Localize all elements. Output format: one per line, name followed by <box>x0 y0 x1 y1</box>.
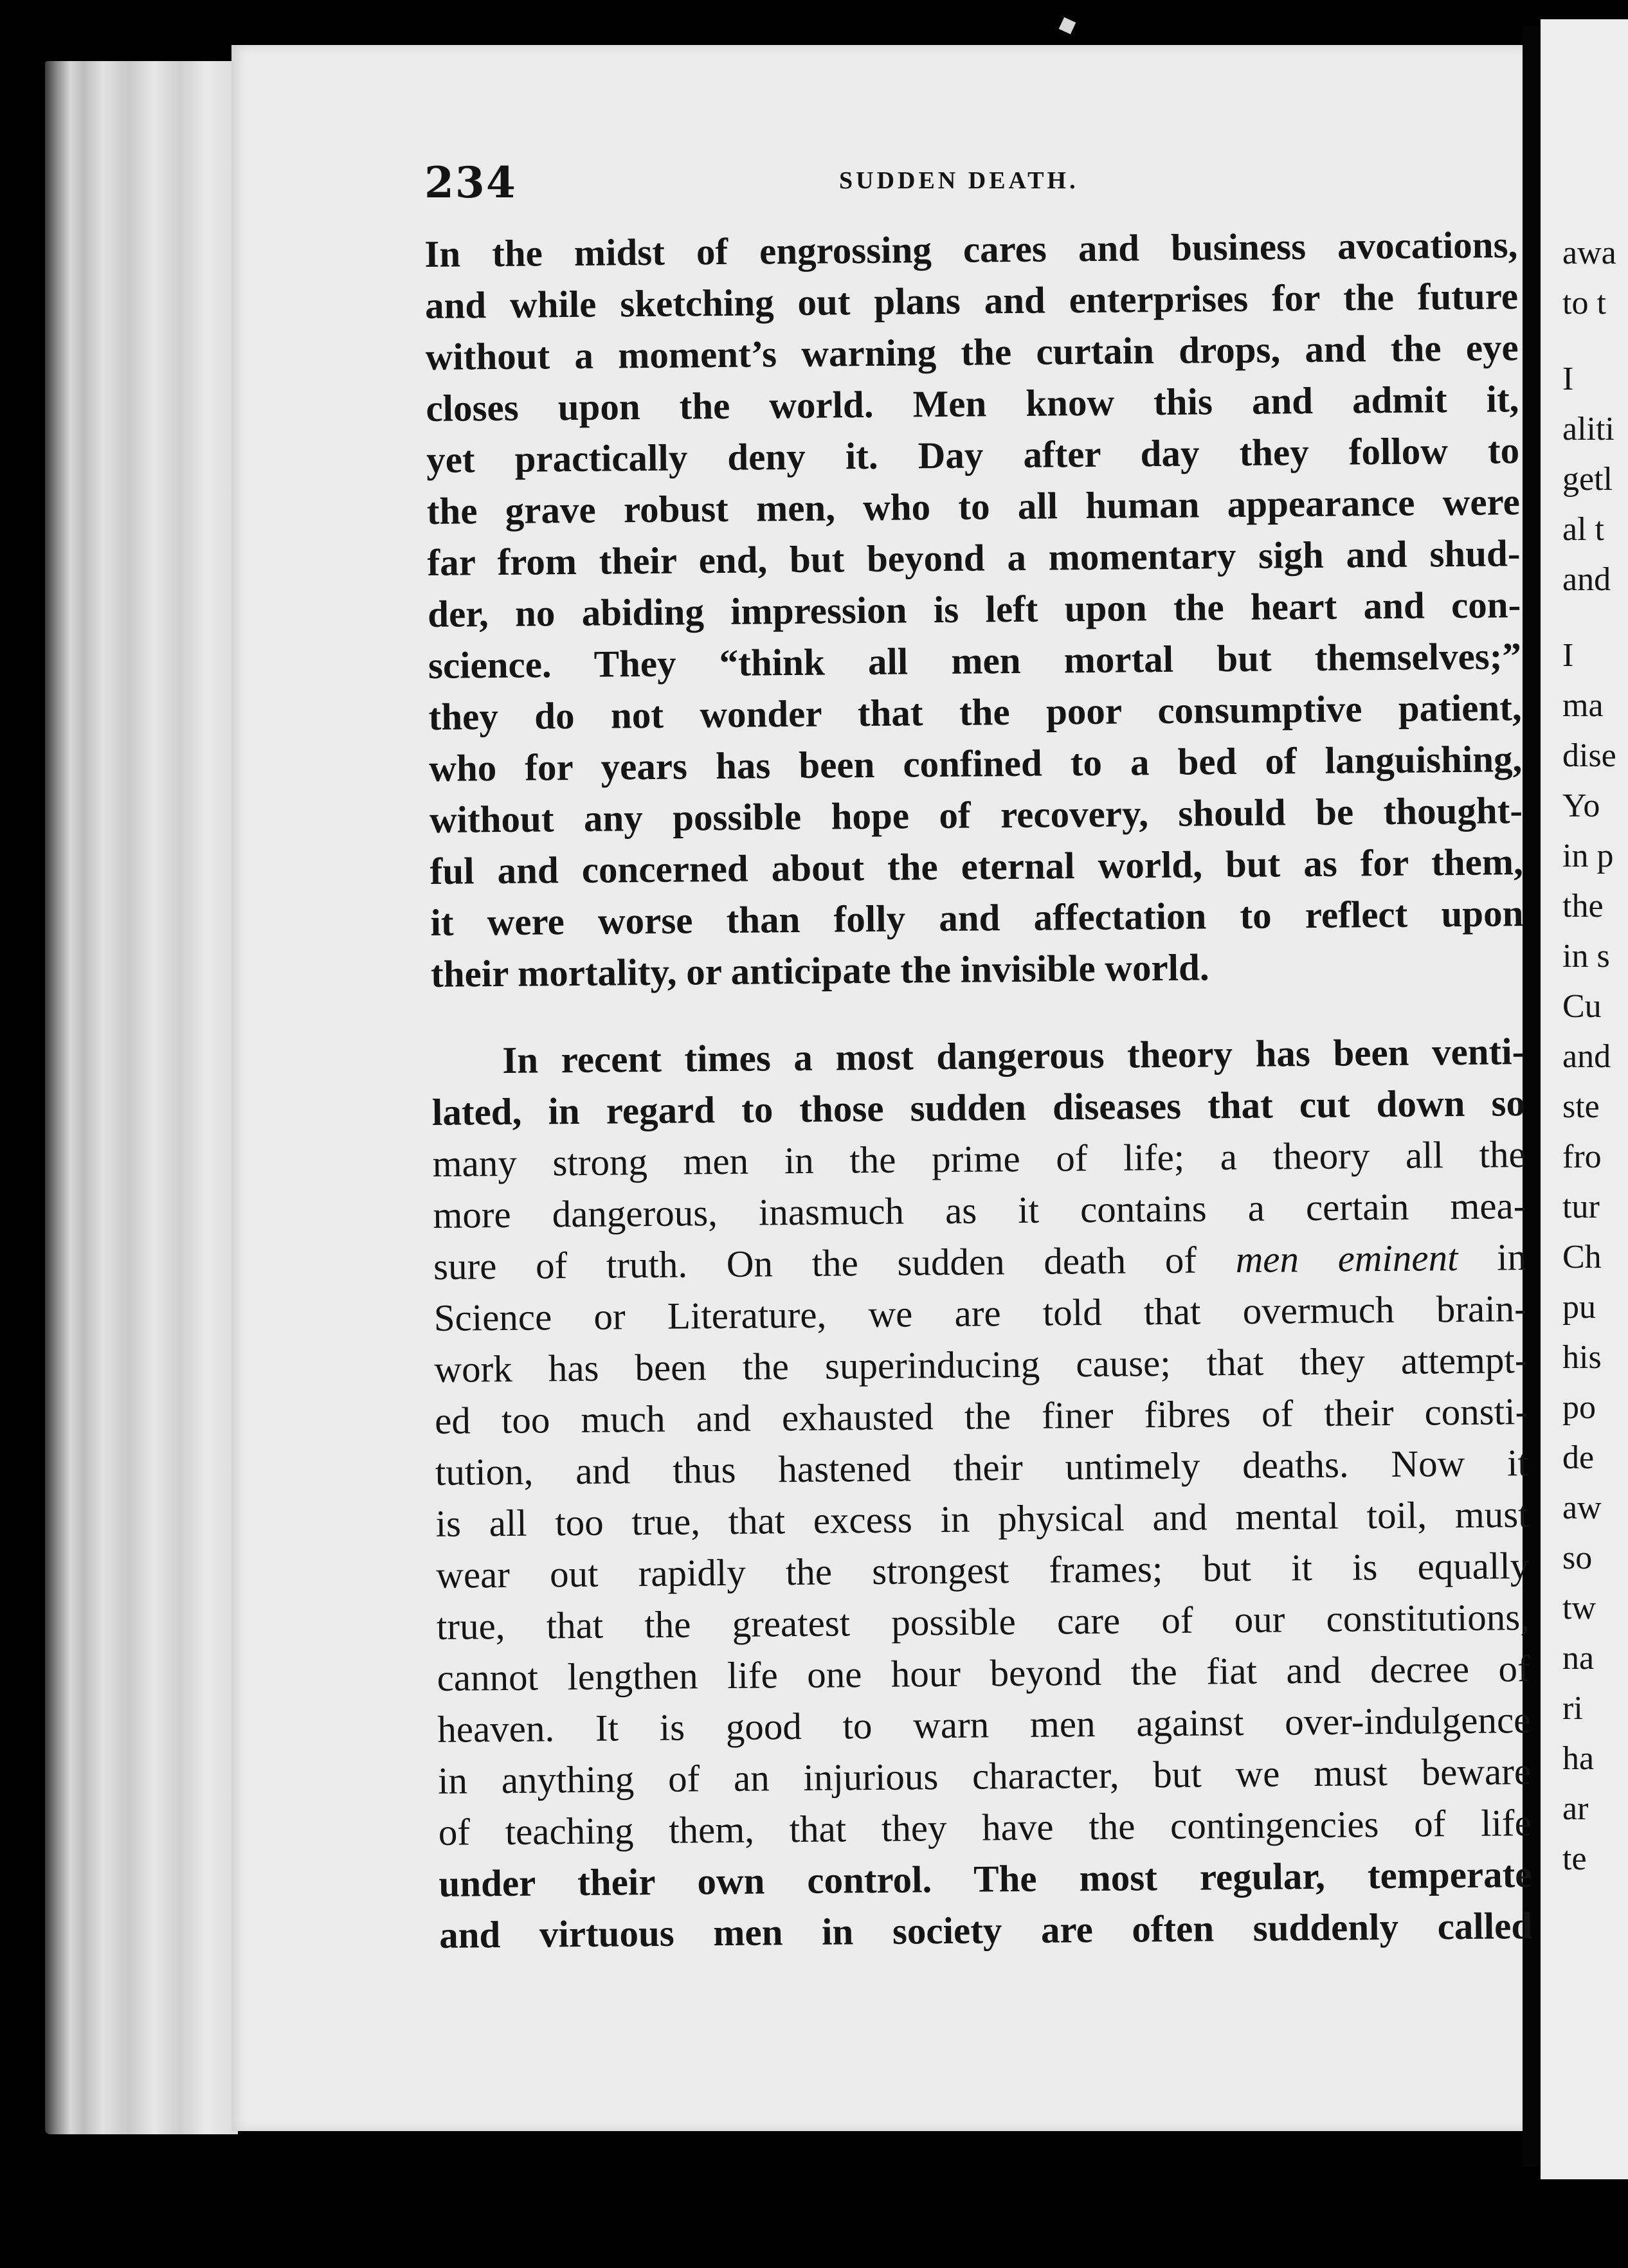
page-edge-stack <box>45 61 238 2134</box>
scan-artifact-mark <box>1059 17 1076 35</box>
text-line: their mortality, or anticipate the invisible world. <box>430 946 1209 995</box>
fragment: fro <box>1562 1138 1602 1175</box>
fragment: ri <box>1562 1690 1583 1727</box>
fragment-gap <box>1562 605 1628 631</box>
text-line: it were worse than folly and affectation to reflect upon <box>430 892 1524 944</box>
fragment: and <box>1562 1038 1611 1075</box>
text-line: is all too true, that excess in physical and mental toil, must <box>435 1493 1529 1545</box>
text-line: in anything of an injurious character, but we must beware <box>437 1750 1532 1802</box>
fragment: to t <box>1562 285 1606 321</box>
fragment: na <box>1562 1640 1595 1677</box>
page-header <box>424 158 1337 209</box>
fragment: Ch <box>1562 1239 1602 1275</box>
page-number: 234 <box>424 158 517 208</box>
fragment: aliti <box>1562 411 1614 447</box>
text-line: many strong men in the prime of life; a theory all the <box>432 1133 1526 1185</box>
text-line: without a moment’s warning the curtain drops, and the eye <box>425 326 1519 378</box>
fragment: dise <box>1562 737 1616 774</box>
text-line: wear out rapidly the strongest frames; but it is equally <box>435 1544 1530 1596</box>
text-line: without any possible hope of recovery, should be thought- <box>429 789 1523 841</box>
text-line: and while sketching out plans and enterprises for the future <box>424 274 1519 327</box>
fragment: the <box>1562 888 1604 924</box>
text-line: der, no abiding impression is left upon the heart and con- <box>427 583 1521 635</box>
paragraph-1 <box>424 219 1524 1000</box>
fragment: Yo <box>1562 788 1600 824</box>
text-fragment: in <box>1496 1236 1527 1279</box>
text-line: science. They “think all men mortal but themselves;” <box>428 634 1522 687</box>
fragment: I <box>1562 361 1574 397</box>
fragment: pu <box>1562 1289 1596 1326</box>
fragment: ha <box>1562 1740 1595 1777</box>
text-line: work has been the superinducing cause; that they attempt- <box>434 1338 1528 1390</box>
fragment: po <box>1562 1389 1596 1426</box>
text-line-with-italic <box>433 1231 1527 1292</box>
right-page-text-fragments <box>1562 228 1628 1884</box>
fragment: ma <box>1562 687 1604 724</box>
text-fragment: sure of truth. On the sudden death of <box>433 1238 1197 1288</box>
body-text <box>424 219 1532 1961</box>
fragment: his <box>1562 1339 1602 1376</box>
text-line: under their own control. The most regular, temperate <box>439 1853 1532 1905</box>
running-head: SUDDEN DEATH. <box>839 167 1079 194</box>
text-line: of teaching them, that they have the contingencies of life <box>438 1801 1532 1853</box>
fragment: de <box>1562 1439 1595 1476</box>
fragment: I <box>1562 637 1574 674</box>
text-line: and virtuous men in society are often suddenly called <box>439 1904 1533 1956</box>
text-line: far from their end, but beyond a momentary sigh and shud- <box>427 532 1521 584</box>
text-line: Science or Literature, we are told that overmuch brain- <box>433 1287 1528 1339</box>
text-line: more dangerous, inasmuch as it contains a certain mea- <box>433 1184 1526 1236</box>
fragment: aw <box>1562 1490 1602 1526</box>
paragraph-2 <box>431 1025 1533 1961</box>
fragment: in s <box>1562 938 1610 975</box>
fragment: so <box>1562 1540 1593 1576</box>
text-line: yet practically deny it. Day after day they follow to <box>426 429 1520 481</box>
fragment: awa <box>1562 235 1616 271</box>
text-line: who for years has been confined to a bed of languishing, <box>429 737 1523 789</box>
fragment: ar <box>1562 1790 1589 1827</box>
fragment: ste <box>1562 1088 1600 1125</box>
text-line: In recent times a most dangerous theory has been venti- <box>502 1030 1525 1081</box>
text-line: ed too much and exhausted the finer fibres of their consti- <box>434 1390 1528 1442</box>
fragment: and <box>1562 561 1611 598</box>
fragment: in p <box>1562 838 1614 874</box>
fragment-gap <box>1562 328 1628 354</box>
text-line: closes upon the world. Men know this and admit it, <box>426 377 1519 429</box>
fragment: al t <box>1562 511 1604 548</box>
text-line: lated, in regard to those sudden diseases that cut down so <box>431 1081 1526 1133</box>
fragment: tur <box>1562 1189 1600 1225</box>
fragment: Cu <box>1562 988 1602 1025</box>
text-line: In the midst of engrossing cares and business avocations, <box>424 223 1518 275</box>
fragment: getl <box>1562 461 1613 498</box>
text-line: true, that the greatest possible care of our constitutions, <box>436 1596 1530 1648</box>
italic-phrase: men eminent <box>1235 1236 1458 1281</box>
text-line: they do not wonder that the poor consumptive patient, <box>428 686 1522 738</box>
fragment: te <box>1562 1841 1587 1877</box>
text-line: ful and concerned about the eternal world, but as for them, <box>430 840 1523 892</box>
text-line: cannot lengthen life one hour beyond the fiat and decree of <box>437 1647 1530 1699</box>
text-line: the grave robust men, who to all human appearance were <box>426 480 1521 532</box>
text-line: tution, and thus hastened their untimely deaths. Now it <box>435 1441 1529 1493</box>
text-line: heaven. It is good to warn men against over-indulgence <box>437 1698 1531 1751</box>
fragment: tw <box>1562 1590 1596 1626</box>
